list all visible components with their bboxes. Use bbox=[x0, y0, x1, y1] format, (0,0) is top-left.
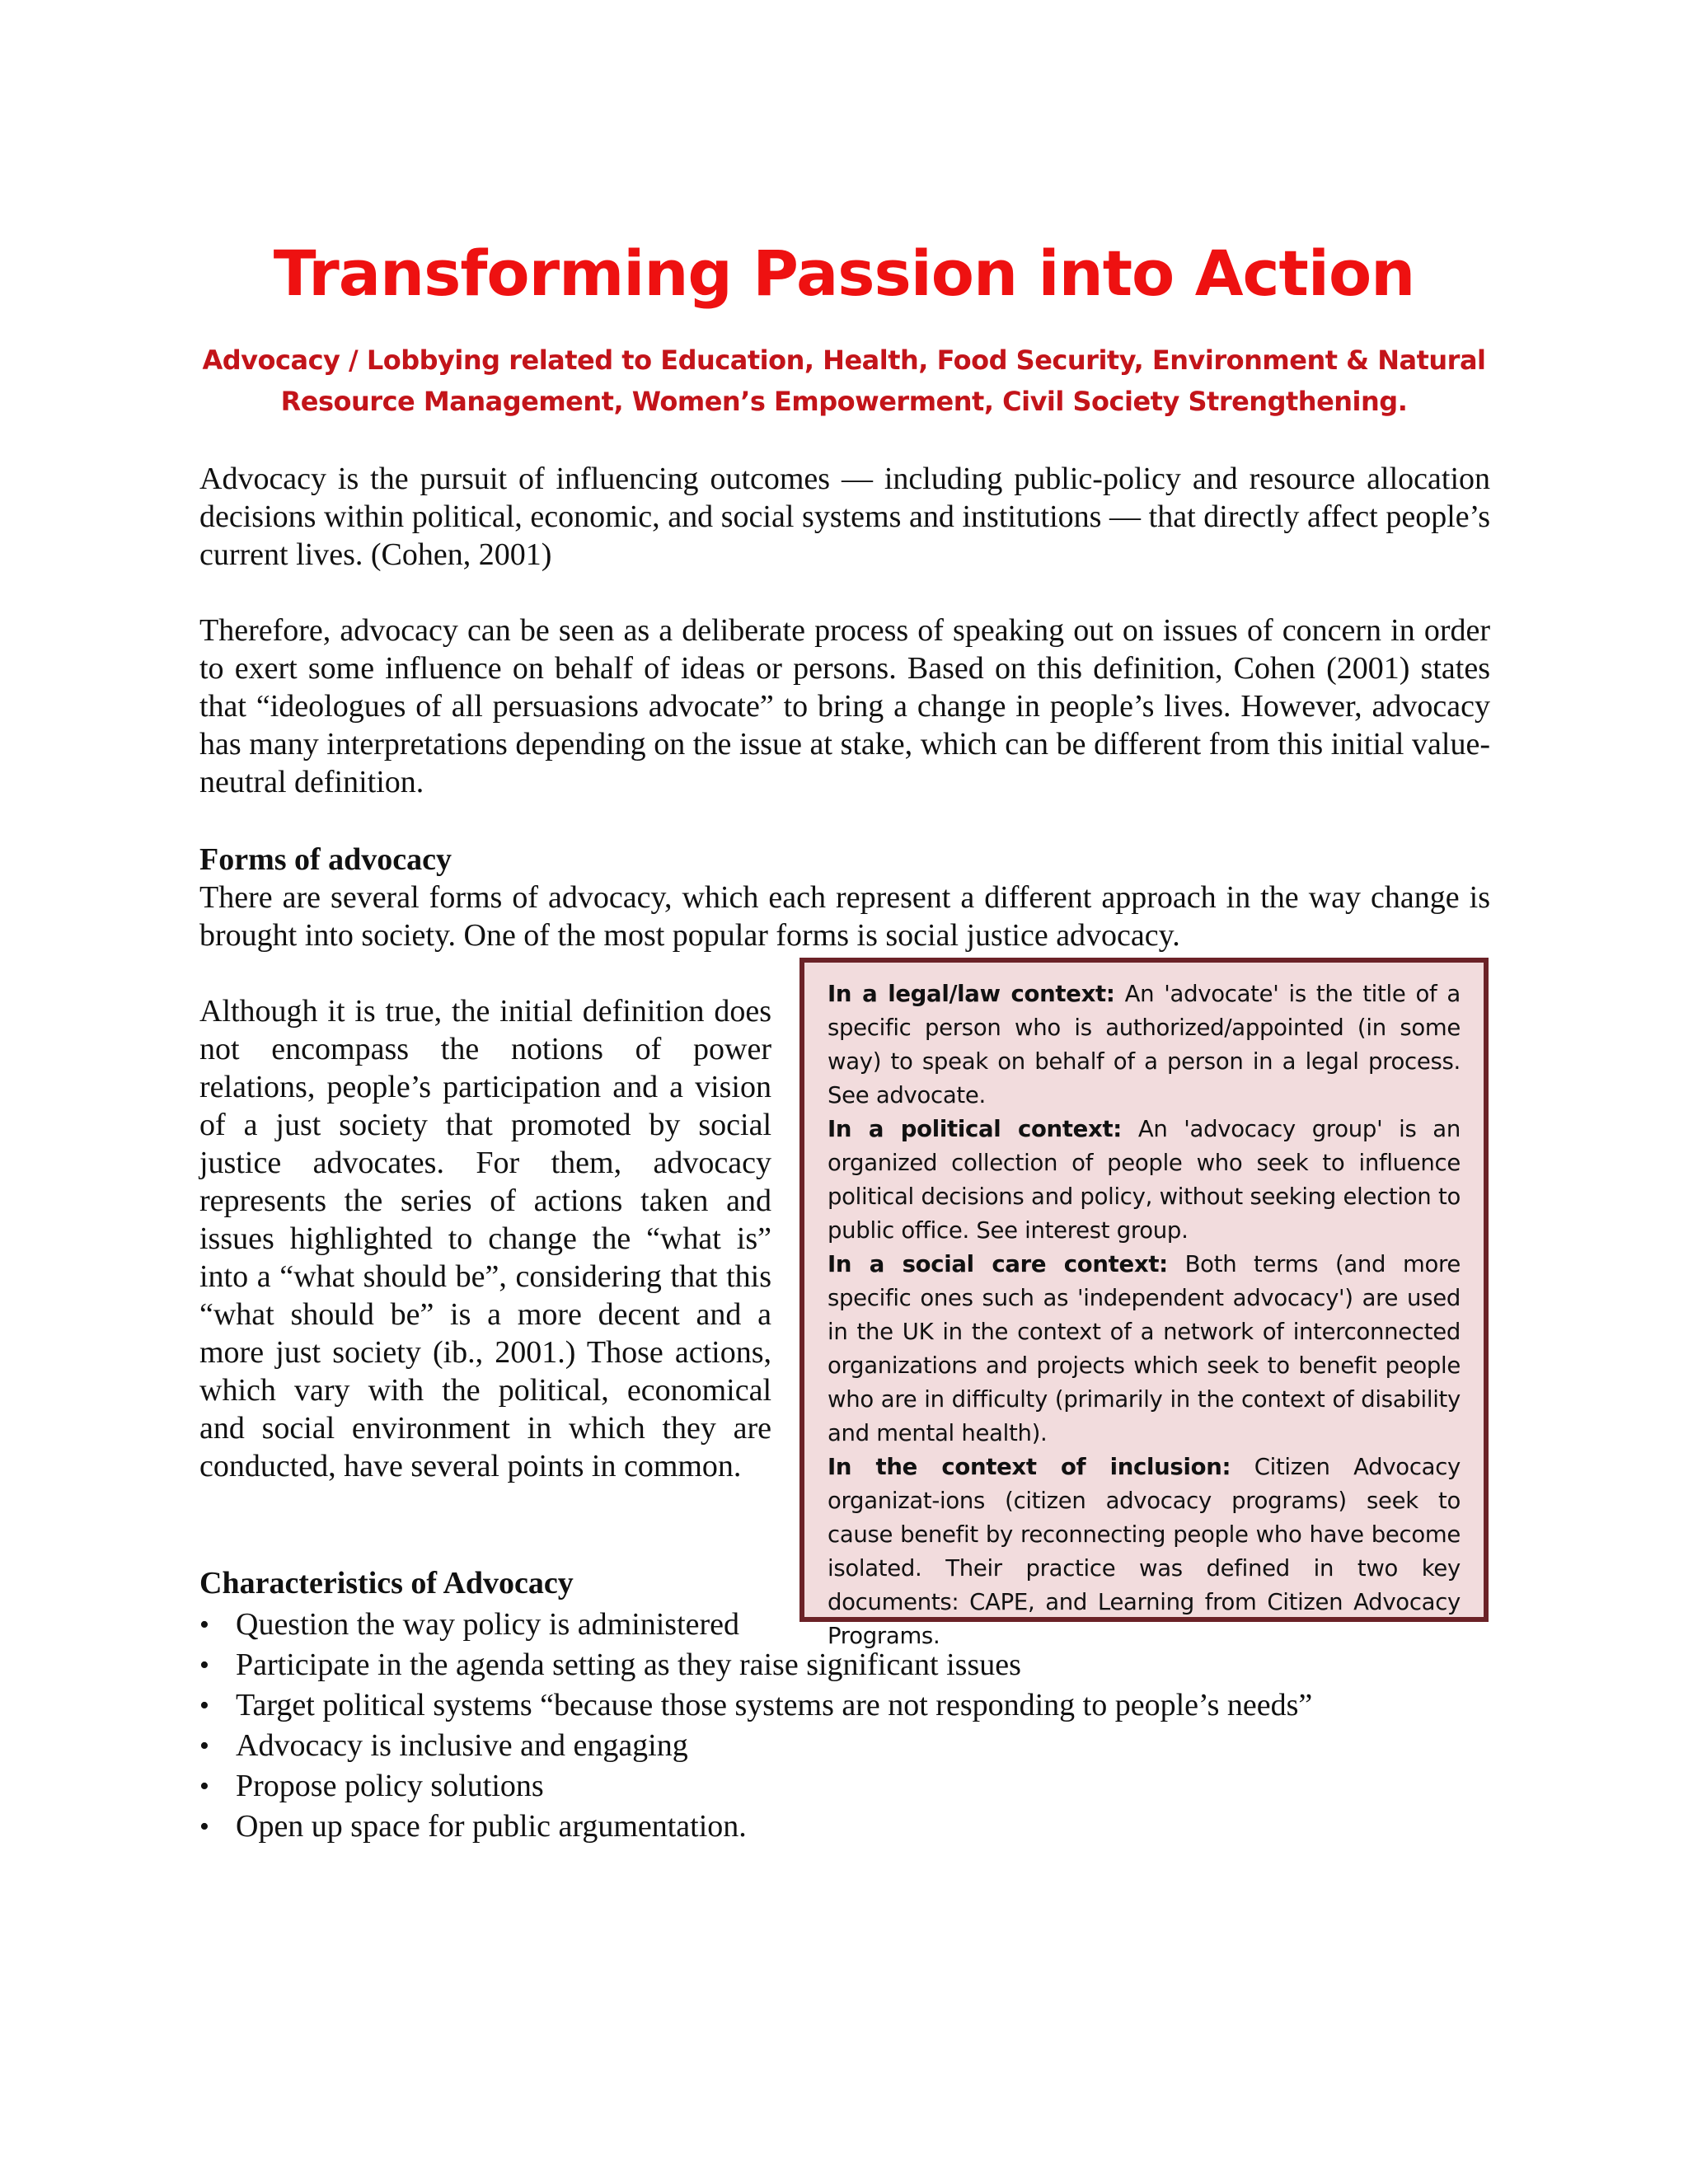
social-care-context-text: Both terms (and more specific ones such as 'independent advocacy') are used in the UK in the context of a network of interconnected organizations and projects which seek to benefit people who are in difficulty (primarily in the context of disability and mental health). bbox=[828, 1251, 1461, 1446]
legal-context-label: In a legal/law context: bbox=[828, 981, 1115, 1007]
context-sidebar-box bbox=[799, 958, 1489, 1649]
list-item: • Participate in the agenda setting as they raise significant issues bbox=[199, 1645, 1353, 1685]
forms-heading: Forms of advocacy bbox=[199, 842, 452, 877]
bullet-icon: • bbox=[199, 1650, 209, 1680]
forms-paragraph: There are several forms of advocacy, which each represent a different approach in the way change is brought into society. One of the most popular forms is social justice advocacy. bbox=[199, 880, 1490, 953]
inclusion-context-text: Citizen Advocacy organizat-ions (citizen advocacy programs) seek to cause benefit by reconnecting people who have become isolated. Their practice was defined in two key documents: CAPE, and Learning from Citizen Advocacy Programs. bbox=[828, 1454, 1461, 1649]
subtitle-line-1: Advocacy / Lobbying related to Education, Health, Food Security, Environment & Natural bbox=[202, 344, 1486, 376]
page-subtitle bbox=[165, 340, 1523, 422]
political-context-note bbox=[828, 1113, 1461, 1248]
intro-paragraph: Advocacy is the pursuit of influencing outcomes — including public-policy and resource allocation decisions within political, economic, and social systems and institutions — that directly affect people’s current lives. (Cohen, 2001) bbox=[199, 462, 1490, 572]
list-item: • Propose policy solutions bbox=[199, 1766, 1353, 1807]
social-justice-paragraph: Although it is true, the initial definition does not encompass the notions of power relations, people’s participation and a vision of a just society that promoted by social justice advocates. For them, advocacy represents the series of actions taken and issues highlighted to change the “what is” into a “what should be”, considering that this “what should be” is a more decent and a more just society (ib., 2001.) Those actions, which vary with the political, economical and social environment in which they are conducted, have several points in common. bbox=[199, 994, 771, 1483]
definition-paragraph: Therefore, advocacy can be seen as a deliberate process of speaking out on issues of concern in order to exert some influence on behalf of ideas or persons. Based on this definition, Cohen (2001) states that “ideologues of all persuasions advocate” to bring a change in people’s lives. However, advocacy has many interpretations depending on the issue at stake, which can be different from this initial value-neutral definition. bbox=[199, 613, 1490, 799]
subtitle-line-2: Resource Management, Women’s Empowerment, Civil Society Strengthening. bbox=[280, 386, 1408, 417]
characteristics-list bbox=[199, 1605, 1353, 1847]
bullet-icon: • bbox=[199, 1731, 209, 1761]
list-item: • Question the way policy is administered bbox=[199, 1605, 1353, 1645]
list-item: • Target political systems “because those systems are not responding to people’s needs” bbox=[199, 1685, 1353, 1726]
bullet-icon: • bbox=[199, 1610, 209, 1640]
legal-context-note bbox=[828, 977, 1461, 1113]
inclusion-context-label: In the context of inclusion: bbox=[828, 1454, 1231, 1480]
legal-context-text: An 'advocate' is the title of a specific person who is authorized/appointed (in some way) to speak on behalf of a person in a legal process. See advocate. bbox=[828, 981, 1461, 1108]
political-context-text: An 'advocacy group' is an organized collection of people who seek to influence political decisions and policy, without seeking election to public office. See interest group. bbox=[828, 1116, 1461, 1244]
political-context-label: In a political context: bbox=[828, 1116, 1123, 1142]
bullet-icon: • bbox=[199, 1811, 209, 1842]
page-title: Transforming Passion into Action bbox=[273, 237, 1415, 310]
list-item: • Advocacy is inclusive and engaging bbox=[199, 1726, 1353, 1766]
social-care-context-label: In a social care context: bbox=[828, 1251, 1168, 1277]
list-item: • Open up space for public argumentation. bbox=[199, 1807, 1353, 1847]
social-care-context-note bbox=[828, 1248, 1461, 1451]
bullet-icon: • bbox=[199, 1690, 209, 1721]
bullet-icon: • bbox=[199, 1771, 209, 1802]
characteristics-heading: Characteristics of Advocacy bbox=[199, 1566, 574, 1601]
